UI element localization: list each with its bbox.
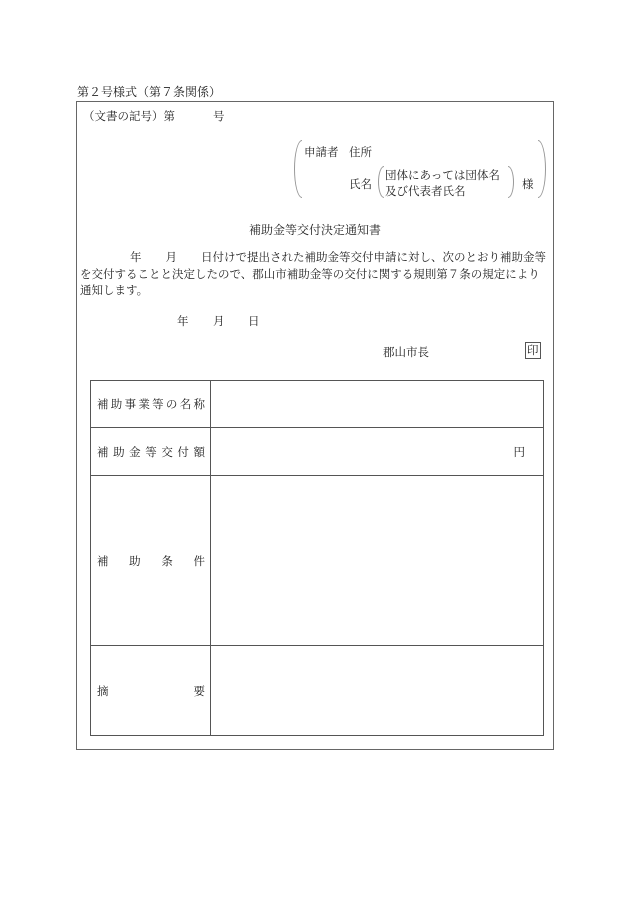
body-line-2: を交付することと決定したので、郡山市補助金等の交付に関する規則第７条の規定により bbox=[80, 266, 540, 281]
body-year: 年 bbox=[130, 250, 142, 264]
date-year: 年 bbox=[177, 314, 189, 328]
org-note-line1: 団体にあっては団体名 bbox=[385, 168, 500, 182]
document-number-suffix: 号 bbox=[213, 109, 225, 123]
document-symbol-label: （文書の記号）第 bbox=[83, 109, 175, 123]
form-number: 第２号様式（第７条関係） bbox=[77, 85, 222, 99]
body-month: 月 bbox=[165, 250, 177, 264]
value-project-name[interactable] bbox=[211, 381, 544, 428]
label-amount: 補 助 金 等 交 付 額 bbox=[91, 428, 211, 476]
date-month: 月 bbox=[213, 314, 225, 328]
org-note-line2: 及び代表者氏名 bbox=[385, 184, 466, 198]
table-row-amount bbox=[91, 428, 544, 476]
honorific: 様 bbox=[522, 177, 534, 191]
applicant-label: 申請者 bbox=[304, 145, 339, 159]
table-row-project-name bbox=[91, 381, 544, 428]
body-line-1 bbox=[80, 249, 550, 266]
issuer-title: 郡山市長 bbox=[383, 345, 429, 359]
value-remarks[interactable] bbox=[211, 646, 544, 736]
body-line-3: 通知します。 bbox=[80, 283, 149, 297]
date-day: 日 bbox=[248, 314, 260, 328]
table-row-remarks bbox=[91, 646, 544, 736]
value-conditions[interactable] bbox=[211, 476, 544, 646]
value-amount[interactable]: 円 bbox=[211, 428, 544, 476]
subsidy-info-table bbox=[90, 380, 544, 736]
table-row-conditions bbox=[91, 476, 544, 646]
org-note-left-bracket bbox=[378, 166, 384, 198]
name-label: 氏名 bbox=[349, 177, 372, 191]
body-line1-text: 日付けで提出された補助金等交付申請に対し、次のとおり補助金等 bbox=[201, 250, 546, 264]
seal-mark: 印 bbox=[527, 343, 539, 357]
address-label: 住所 bbox=[349, 145, 372, 159]
document-title: 補助金等交付決定通知書 bbox=[248, 223, 381, 237]
label-project-name: 補 助 事 業 等 の 名 称 bbox=[91, 381, 211, 428]
label-conditions: 補 助 条 件 bbox=[91, 476, 211, 646]
notice-body bbox=[80, 249, 550, 299]
label-remarks: 摘 要 bbox=[91, 646, 211, 736]
